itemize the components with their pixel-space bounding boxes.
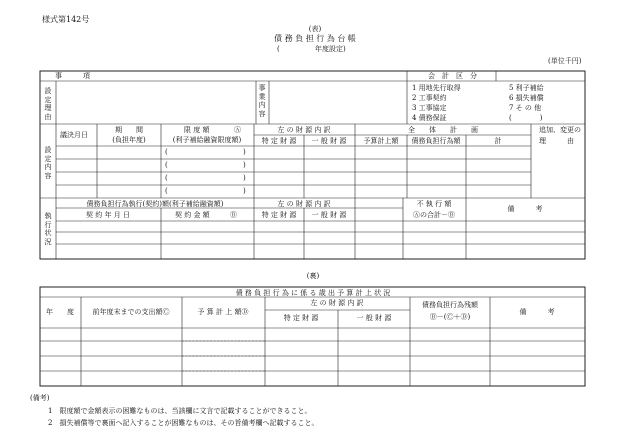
paren-left: ( bbox=[165, 161, 168, 169]
document-title: 債 務 負 担 行 為 台 帳 bbox=[274, 34, 356, 43]
category-4: 4 債務保証 bbox=[412, 114, 447, 122]
front-label: (表) bbox=[308, 25, 322, 33]
zennendo-label: 前年度末までの支出額Ⓒ bbox=[92, 308, 170, 316]
exec-ippan-label: 一 般 財 源 bbox=[311, 211, 347, 219]
note-item: 2 損失補償等で裏面へ記入することが困難なものは、その旨備考欄へ記載すること。 bbox=[48, 419, 319, 427]
riyu-label: 理 由 bbox=[539, 137, 574, 145]
gendo-label: 限 度 額 bbox=[184, 126, 210, 134]
mark-b: Ⓑ bbox=[230, 211, 237, 219]
zentai-keikaku-label: 全 体 計 画 bbox=[408, 126, 478, 134]
paren-left: ( bbox=[165, 187, 168, 195]
category-2: 2 工事契約 bbox=[412, 94, 447, 102]
form-number: 様式第142号 bbox=[42, 15, 90, 24]
category-1: 1 用地先行取得 bbox=[412, 84, 461, 92]
category-8: ( ) bbox=[509, 114, 543, 122]
mark-a: Ⓐ bbox=[234, 126, 241, 134]
zangaku-formula: Ⓑ－(Ⓒ＋Ⓓ) bbox=[429, 313, 471, 321]
kei-label: 計 bbox=[494, 137, 502, 145]
back-bikou-label: 備 考 bbox=[519, 308, 555, 316]
category-7: 7 そ の 他 bbox=[509, 104, 542, 112]
back-tokutei-label: 特 定 財 源 bbox=[283, 314, 319, 322]
setting-content-label: 設定内容 bbox=[44, 146, 52, 180]
exec-left-zaigen-label: 左 の 財 源 内 訳 bbox=[277, 200, 331, 208]
nendo-label: 年 度 bbox=[46, 308, 74, 316]
left-zaigen-label: 左 の 財 源 内 訳 bbox=[277, 126, 331, 134]
gendo-sub-label: (利子補給融資限度額) bbox=[172, 136, 242, 144]
fushikkou-label: 不 執 行 額 bbox=[416, 200, 452, 208]
note-item: 1 限度額で金額表示の困難なものは、当該欄に文言で記載することができること。 bbox=[48, 407, 312, 415]
paren-left: ( bbox=[165, 174, 168, 182]
category-5: 5 利子補給 bbox=[509, 84, 544, 92]
category-3: 3 工事協定 bbox=[412, 104, 447, 112]
paren-right: ) bbox=[243, 148, 246, 156]
back-title: 債 務 負 担 行 為 に 係 る 歳 出 予 算 計 上 状 況 bbox=[235, 289, 391, 297]
kikan-label: 期 間 bbox=[115, 126, 143, 134]
category-6: 6 損失補償 bbox=[509, 94, 544, 102]
paren-right: ) bbox=[243, 187, 246, 195]
execution-status-label: 執行状況 bbox=[44, 212, 52, 246]
tokutei-zaigen-label: 特 定 財 源 bbox=[261, 137, 297, 145]
unit-label: (単位千円) bbox=[548, 57, 582, 65]
shikkou-header-label: 債務負担行為執行(契約)額(利子補給融資額) bbox=[86, 200, 224, 208]
year-setting: 年度設定) bbox=[315, 45, 346, 53]
paren-left: ( bbox=[165, 148, 168, 156]
paren-right: ) bbox=[243, 161, 246, 169]
giketsu-label: 議決月日 bbox=[60, 131, 88, 139]
paren-right: ) bbox=[243, 174, 246, 182]
notes-label: (備考) bbox=[30, 394, 50, 402]
back-label: (裏) bbox=[306, 272, 320, 280]
jikou-label: 事 項 bbox=[55, 72, 90, 80]
keiyaku-gaku-label: 契 約 金 額 bbox=[175, 211, 210, 219]
saimu-futan-gaku-label: 債務負担行為額 bbox=[411, 137, 461, 145]
ippan-zaigen-label: 一 般 財 源 bbox=[311, 137, 347, 145]
back-ippan-label: 一 般 財 源 bbox=[356, 314, 392, 322]
keiyaku-date-label: 契 約 年 月 日 bbox=[86, 211, 130, 219]
goukei-label: Ⓐの合計－Ⓑ bbox=[413, 211, 455, 219]
yosan-keijou-d-label: 予 算 計 上 額Ⓓ bbox=[197, 308, 249, 316]
kikan-sub-label: (負担年度) bbox=[112, 136, 146, 144]
tsuika-henkou-label: 追加、変更の bbox=[539, 126, 581, 134]
exec-tokutei-label: 特 定 財 源 bbox=[261, 211, 297, 219]
year-paren-left: ( bbox=[277, 45, 280, 53]
yosan-keijou-label: 予算計上額 bbox=[363, 137, 399, 145]
bikou-label: 備 考 bbox=[507, 205, 543, 213]
zangaku-label: 債務負担行為残額 bbox=[422, 301, 478, 309]
business-content-label: 事業内容 bbox=[258, 84, 266, 118]
setting-reason-label: 設定理由 bbox=[44, 87, 52, 121]
kaikei-kubun-label: 会 計 区 分 bbox=[428, 72, 477, 80]
back-left-zaigen-label: 左 の 財 源 内 訳 bbox=[310, 299, 364, 307]
